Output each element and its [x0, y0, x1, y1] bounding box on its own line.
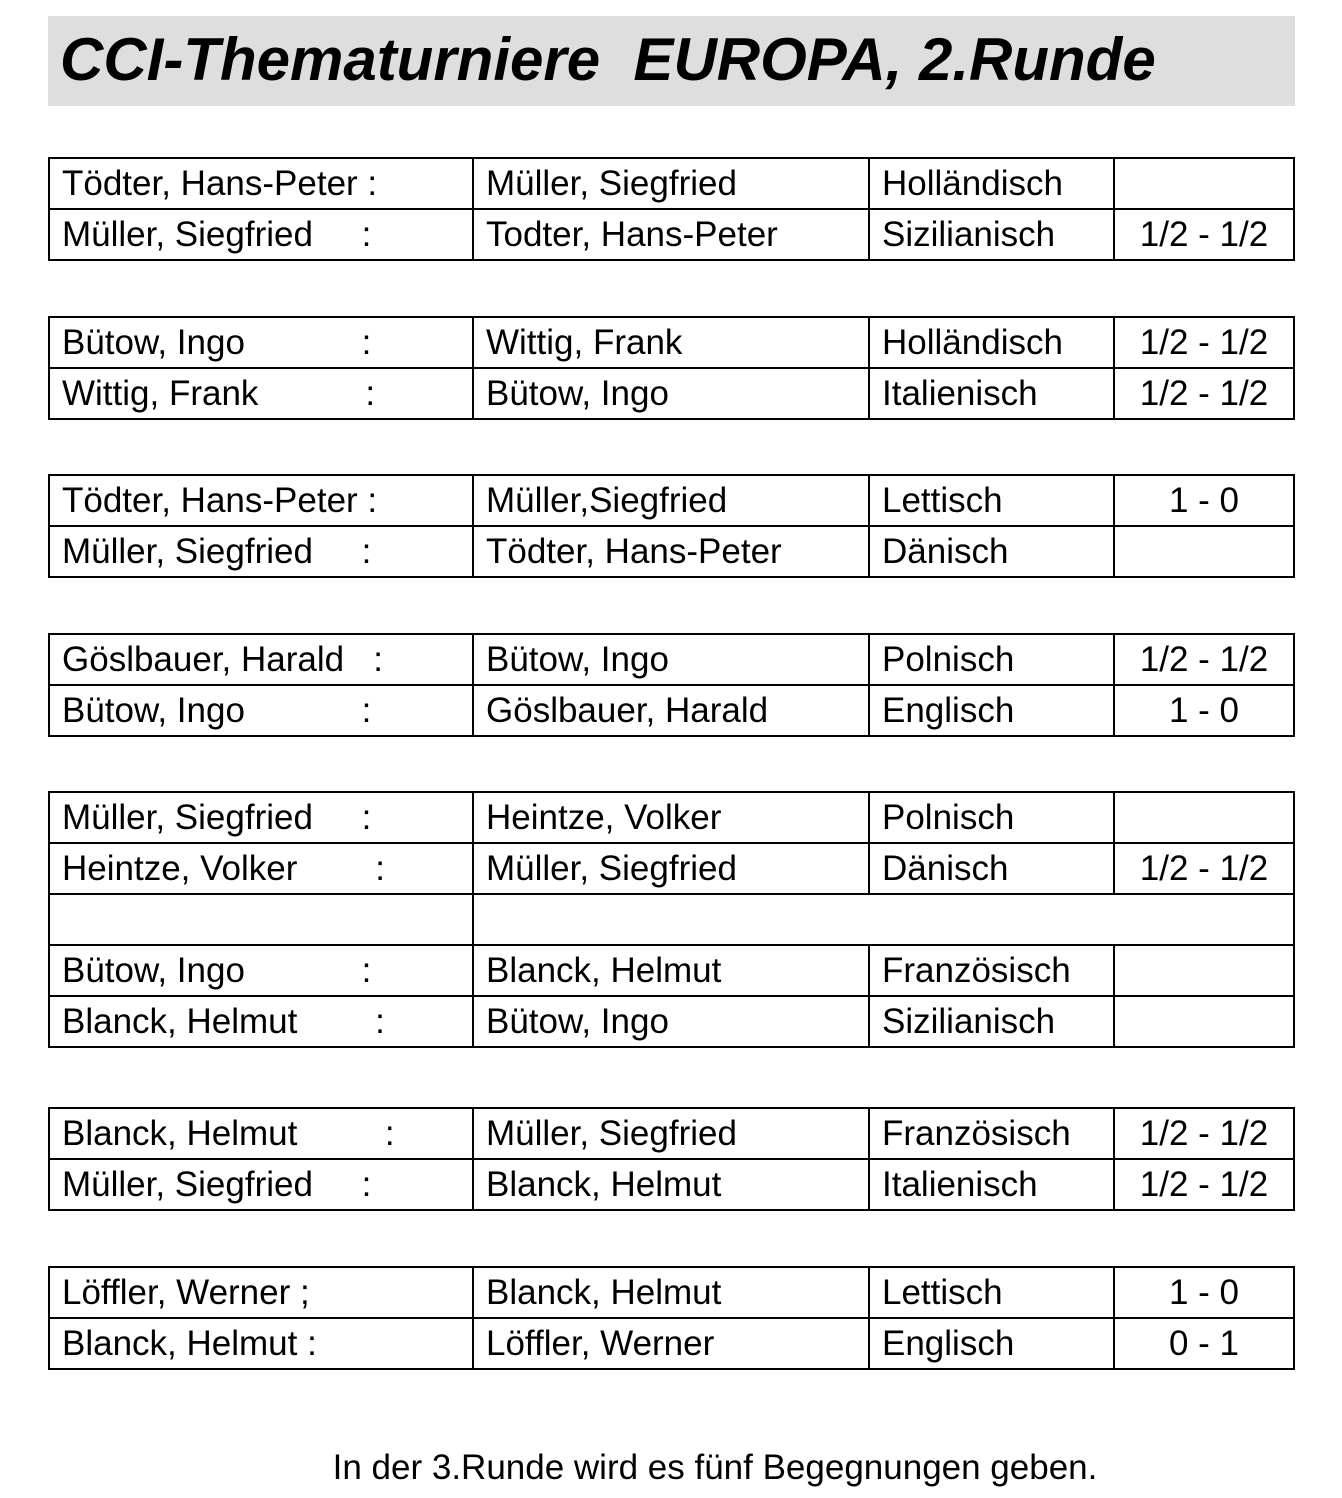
player-white: Tödter, Hans-Peter :	[49, 475, 473, 526]
player-white: Müller, Siegfried :	[49, 792, 473, 843]
player-white: Heintze, Volker :	[49, 843, 473, 894]
opening-name: Lettisch	[869, 475, 1114, 526]
opening-name: Lettisch	[869, 1267, 1114, 1318]
game-result: 0 - 1	[1114, 1318, 1294, 1369]
empty-separator-row	[49, 894, 1294, 945]
game-result	[1114, 945, 1294, 996]
table-row	[49, 209, 1294, 260]
game-result: 1 - 0	[1114, 685, 1294, 736]
table-row	[49, 1267, 1294, 1318]
opening-name: Dänisch	[869, 843, 1114, 894]
table-row	[49, 1108, 1294, 1159]
opening-name: Italienisch	[869, 368, 1114, 419]
player-white: Blanck, Helmut :	[49, 1318, 473, 1369]
player-white: Löffler, Werner ;	[49, 1267, 473, 1318]
table-row	[49, 792, 1294, 843]
player-black: Göslbauer, Harald	[473, 685, 869, 736]
table-row	[49, 368, 1294, 419]
player-black: Bütow, Ingo	[473, 996, 869, 1047]
player-white: Göslbauer, Harald :	[49, 634, 473, 685]
player-black: Tödter, Hans-Peter	[473, 526, 869, 577]
player-black: Blanck, Helmut	[473, 1159, 869, 1210]
player-white: Blanck, Helmut :	[49, 996, 473, 1047]
opening-name: Italienisch	[869, 1159, 1114, 1210]
opening-name: Holländisch	[869, 158, 1114, 209]
opening-name: Dänisch	[869, 526, 1114, 577]
table-row	[49, 685, 1294, 736]
table-row	[49, 158, 1294, 209]
table-row	[49, 526, 1294, 577]
game-result: 1 - 0	[1114, 475, 1294, 526]
pairing-table-6	[48, 1107, 1295, 1211]
player-black: Blanck, Helmut	[473, 1267, 869, 1318]
game-result: 1/2 - 1/2	[1114, 1159, 1294, 1210]
opening-name: Sizilianisch	[869, 996, 1114, 1047]
opening-name: Polnisch	[869, 634, 1114, 685]
table-row	[49, 1318, 1294, 1369]
footer-note: In der 3.Runde wird es fünf Begegnungen geben.	[332, 1448, 1098, 1487]
player-white: Tödter, Hans-Peter :	[49, 158, 473, 209]
opening-name: Englisch	[869, 1318, 1114, 1369]
pairing-table-4	[48, 633, 1295, 737]
table-row	[49, 317, 1294, 368]
player-black: Blanck, Helmut	[473, 945, 869, 996]
player-black: Müller, Siegfried	[473, 843, 869, 894]
game-result	[1114, 526, 1294, 577]
opening-name: Englisch	[869, 685, 1114, 736]
table-row	[49, 475, 1294, 526]
player-black: Müller, Siegfried	[473, 158, 869, 209]
player-black: Müller,Siegfried	[473, 475, 869, 526]
game-result: 1 - 0	[1114, 1267, 1294, 1318]
title-banner	[48, 16, 1295, 106]
player-black: Bütow, Ingo	[473, 368, 869, 419]
page-title: CCI-Thematurniere EUROPA, 2.Runde	[60, 26, 1156, 93]
player-white: Bütow, Ingo :	[49, 945, 473, 996]
game-result: 1/2 - 1/2	[1114, 317, 1294, 368]
table-row	[49, 634, 1294, 685]
table-row	[49, 945, 1294, 996]
game-result: 1/2 - 1/2	[1114, 368, 1294, 419]
player-white: Blanck, Helmut :	[49, 1108, 473, 1159]
player-black: Müller, Siegfried	[473, 1108, 869, 1159]
game-result: 1/2 - 1/2	[1114, 843, 1294, 894]
pairing-table-2	[48, 316, 1295, 420]
player-black: Löffler, Werner	[473, 1318, 869, 1369]
player-white: Müller, Siegfried :	[49, 526, 473, 577]
pairing-table-7	[48, 1266, 1295, 1370]
opening-name: Holländisch	[869, 317, 1114, 368]
game-result	[1114, 996, 1294, 1047]
opening-name: Polnisch	[869, 792, 1114, 843]
player-white: Müller, Siegfried :	[49, 1159, 473, 1210]
game-result: 1/2 - 1/2	[1114, 209, 1294, 260]
player-white: Müller, Siegfried :	[49, 209, 473, 260]
pairing-table-1	[48, 157, 1295, 261]
pairing-table-5	[48, 791, 1295, 1048]
player-black: Heintze, Volker	[473, 792, 869, 843]
table-row	[49, 996, 1294, 1047]
opening-name: Französisch	[869, 1108, 1114, 1159]
table-row	[49, 1159, 1294, 1210]
player-white: Wittig, Frank :	[49, 368, 473, 419]
player-black: Bütow, Ingo	[473, 634, 869, 685]
empty-cell	[473, 894, 1294, 945]
table-row	[49, 843, 1294, 894]
game-result	[1114, 158, 1294, 209]
player-white: Bütow, Ingo :	[49, 685, 473, 736]
player-black: Wittig, Frank	[473, 317, 869, 368]
pairing-table-3	[48, 474, 1295, 578]
game-result: 1/2 - 1/2	[1114, 1108, 1294, 1159]
game-result: 1/2 - 1/2	[1114, 634, 1294, 685]
player-black: Todter, Hans-Peter	[473, 209, 869, 260]
game-result	[1114, 792, 1294, 843]
player-white: Bütow, Ingo :	[49, 317, 473, 368]
opening-name: Französisch	[869, 945, 1114, 996]
opening-name: Sizilianisch	[869, 209, 1114, 260]
empty-cell	[49, 894, 473, 945]
